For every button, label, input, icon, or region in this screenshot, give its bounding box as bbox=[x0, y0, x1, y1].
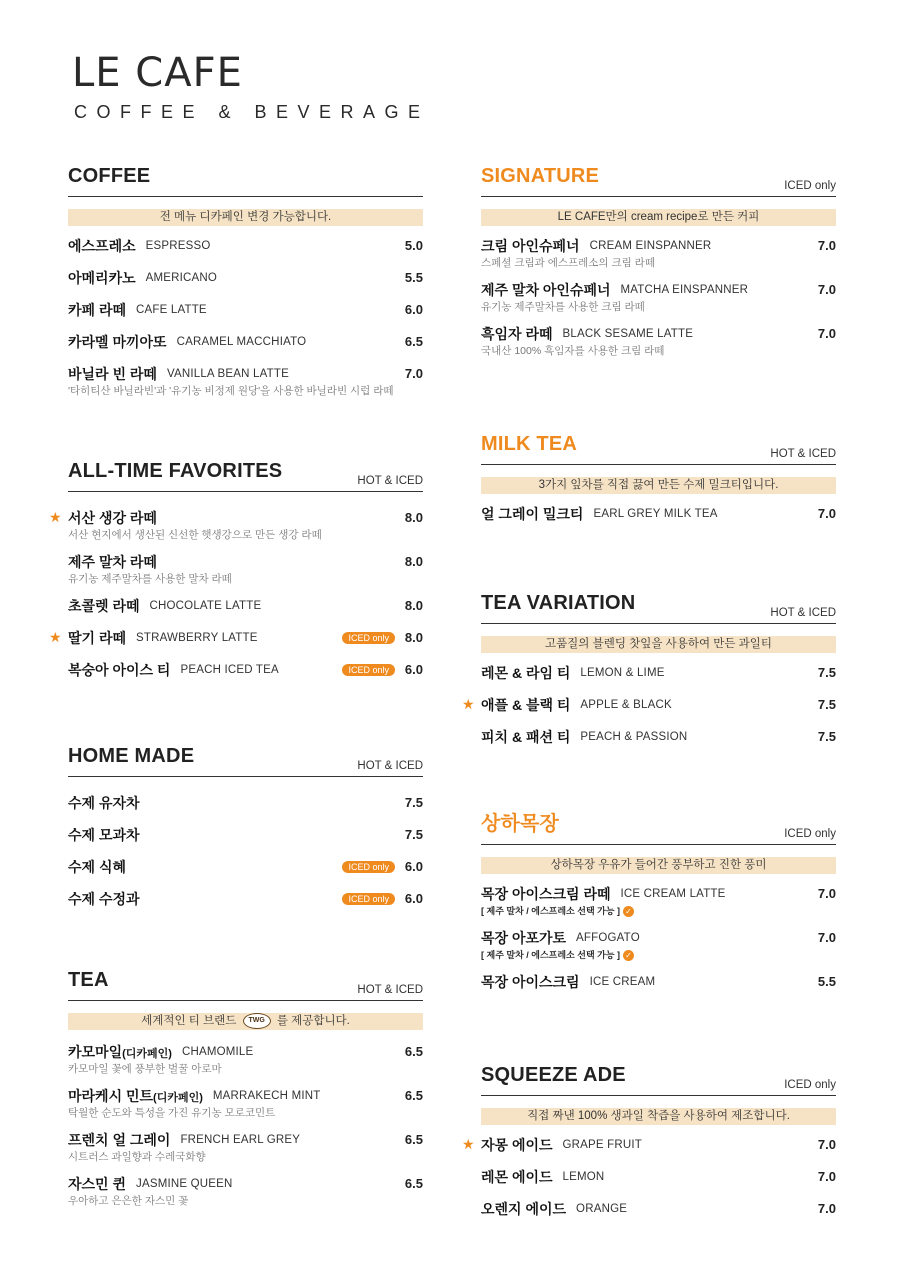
item-name-ko: 카모마일(디카페인) bbox=[68, 1044, 172, 1060]
item-price: 5.0 bbox=[404, 238, 423, 253]
menu-item bbox=[481, 1199, 836, 1221]
item-price: 7.0 bbox=[817, 886, 836, 901]
iced-only-badge: ICED only bbox=[342, 664, 395, 676]
section-signature bbox=[481, 160, 836, 368]
menu-item bbox=[68, 364, 423, 398]
section-banner: 고품질의 블렌딩 찻잎을 사용하여 만든 과일티 bbox=[481, 636, 836, 653]
item-name-en: APPLE & BLACK bbox=[580, 699, 672, 711]
item-name-en: PEACH ICED TEA bbox=[180, 664, 279, 676]
item-name-en: ICE CREAM LATTE bbox=[620, 888, 726, 900]
menu-item bbox=[481, 504, 836, 526]
item-name-ko: 크림 아인슈페너 bbox=[481, 238, 580, 254]
item-name-en: ESPRESSO bbox=[145, 240, 211, 252]
item-price: 7.5 bbox=[817, 697, 836, 712]
divider bbox=[481, 1095, 836, 1096]
menu-item bbox=[68, 236, 423, 258]
item-price: 5.5 bbox=[404, 270, 423, 285]
menu-item bbox=[481, 663, 836, 685]
item-price: 7.5 bbox=[817, 729, 836, 744]
divider bbox=[481, 196, 836, 197]
item-price: 7.5 bbox=[404, 827, 423, 842]
menu-item bbox=[68, 1042, 423, 1076]
item-name-note: (디카페인) bbox=[153, 1092, 203, 1104]
banner-text: 를 제공합니다. bbox=[276, 1015, 350, 1028]
item-option-note: [ 제주 말차 / 에스프레소 선택 가능 ] ✓ bbox=[481, 904, 836, 918]
item-price: 7.0 bbox=[817, 930, 836, 945]
item-name-ko: 수제 식혜 bbox=[68, 859, 126, 875]
item-name-ko: 바닐라 빈 라떼 bbox=[68, 366, 157, 382]
item-description: 시트러스 과일향과 수레국화향 bbox=[68, 1151, 206, 1163]
section-note: HOT & ICED bbox=[357, 984, 423, 996]
item-price: 6.0 bbox=[404, 891, 423, 906]
menu-item bbox=[49, 628, 423, 650]
item-price: 6.5 bbox=[404, 334, 423, 349]
menu-item bbox=[68, 552, 423, 586]
section-title: HOME MADE bbox=[68, 745, 195, 767]
section-banner: 3가지 잎차를 직접 끓여 만든 수제 밀크티입니다. bbox=[481, 477, 836, 494]
item-price: 6.0 bbox=[404, 662, 423, 677]
item-name-ko: 카라멜 마끼아또 bbox=[68, 334, 167, 350]
section-title: TEA VARIATION bbox=[481, 592, 636, 614]
section-note: ICED only bbox=[784, 828, 836, 840]
item-description: 우아하고 은은한 자스민 꽃 bbox=[68, 1195, 189, 1207]
item-name-ko: 복숭아 아이스 티 bbox=[68, 662, 171, 678]
item-price: 6.5 bbox=[404, 1044, 423, 1059]
iced-only-badge: ICED only bbox=[342, 632, 395, 644]
item-name-en: AMERICANO bbox=[145, 272, 218, 284]
item-name-en: MATCHA EINSPANNER bbox=[620, 284, 749, 296]
item-name-ko: 오렌지 에이드 bbox=[481, 1201, 567, 1217]
menu-item bbox=[68, 793, 423, 815]
item-name-ko: 목장 아포가토 bbox=[481, 930, 567, 946]
divider bbox=[481, 464, 836, 465]
item-name-ko: 딸기 라떼 bbox=[68, 630, 126, 646]
divider bbox=[481, 844, 836, 845]
menu-item bbox=[481, 884, 836, 918]
item-price: 7.5 bbox=[404, 795, 423, 810]
section-title: SQUEEZE ADE bbox=[481, 1064, 626, 1086]
menu-item bbox=[68, 660, 423, 682]
section-note: ICED only bbox=[784, 1079, 836, 1091]
section-title: ALL-TIME FAVORITES bbox=[68, 460, 283, 482]
item-description: 유기농 제주말차를 사용한 말차 라떼 bbox=[68, 573, 232, 585]
menu-item bbox=[481, 280, 836, 314]
section-milktea bbox=[481, 428, 836, 536]
menu-item bbox=[68, 1174, 423, 1208]
star-icon: ★ bbox=[49, 629, 62, 645]
menu-item bbox=[481, 972, 836, 994]
section-title: MILK TEA bbox=[481, 433, 578, 455]
item-name-en: CHAMOMILE bbox=[181, 1046, 254, 1058]
item-description: 스페셜 크림과 에스프레소의 크림 라떼 bbox=[481, 257, 655, 269]
menu-item bbox=[68, 825, 423, 847]
iced-only-badge: ICED only bbox=[342, 893, 395, 905]
star-icon: ★ bbox=[462, 1136, 475, 1152]
menu-item bbox=[462, 1135, 836, 1157]
section-homemade bbox=[68, 740, 423, 921]
item-price: 7.0 bbox=[817, 326, 836, 341]
item-name-ko: 수제 유자차 bbox=[68, 795, 140, 811]
banner-text: 세계적인 티 브랜드 bbox=[141, 1015, 237, 1028]
section-banner: 직접 짜낸 100% 생과일 착즙을 사용하여 제조합니다. bbox=[481, 1108, 836, 1125]
item-name-en: AFFOGATO bbox=[576, 932, 640, 944]
item-name-en: VANILLA BEAN LATTE bbox=[166, 368, 289, 380]
item-description: 국내산 100% 흑임자를 사용한 크림 라떼 bbox=[481, 345, 665, 357]
section-note: HOT & ICED bbox=[770, 607, 836, 619]
menu-item bbox=[68, 268, 423, 290]
section-title: SIGNATURE bbox=[481, 165, 600, 187]
item-name-ko: 자스민 퀸 bbox=[68, 1176, 126, 1192]
item-name-ko: 마라케시 민트(디카페인) bbox=[68, 1088, 203, 1104]
item-name-en: BLACK SESAME LATTE bbox=[562, 328, 694, 340]
item-name-en: STRAWBERRY LATTE bbox=[136, 632, 258, 644]
section-title: TEA bbox=[68, 969, 109, 991]
menu-item bbox=[481, 727, 836, 749]
item-name-ko: 얼 그레이 밀크티 bbox=[481, 506, 584, 522]
item-name-en: LEMON bbox=[562, 1171, 605, 1183]
section-banner: 상하목장 우유가 들어간 풍부하고 진한 풍미 bbox=[481, 857, 836, 874]
menu-item bbox=[481, 324, 836, 358]
item-name-ko: 에스프레소 bbox=[68, 238, 136, 254]
item-description: 카모마일 꽃에 풍부한 벌꿀 아로마 bbox=[68, 1063, 222, 1075]
menu-item bbox=[481, 1167, 836, 1189]
star-icon: ★ bbox=[49, 509, 62, 525]
item-price: 7.0 bbox=[817, 506, 836, 521]
item-price: 7.5 bbox=[817, 665, 836, 680]
menu-item bbox=[68, 332, 423, 354]
section-banner bbox=[68, 1013, 423, 1030]
divider bbox=[481, 623, 836, 624]
item-price: 6.0 bbox=[404, 859, 423, 874]
item-name-en: JASMINE QUEEN bbox=[136, 1178, 233, 1190]
item-name-en: ORANGE bbox=[576, 1203, 628, 1215]
item-name-ko: 제주 말차 라떼 bbox=[68, 554, 157, 570]
item-description: 유기농 제주말차를 사용한 크림 라떼 bbox=[481, 301, 645, 313]
item-name-en: CAFE LATTE bbox=[136, 304, 207, 316]
item-price: 7.0 bbox=[817, 238, 836, 253]
menu-item bbox=[462, 695, 836, 717]
divider bbox=[68, 1000, 423, 1001]
item-name-ko: 초콜렛 라떼 bbox=[68, 598, 140, 614]
item-price: 6.5 bbox=[404, 1088, 423, 1103]
item-price: 6.5 bbox=[404, 1132, 423, 1147]
menu-item bbox=[68, 300, 423, 322]
item-price: 8.0 bbox=[404, 510, 423, 525]
brand-title: LE CAFE bbox=[72, 50, 243, 96]
section-note: HOT & ICED bbox=[357, 760, 423, 772]
item-name-en: CREAM EINSPANNER bbox=[589, 240, 712, 252]
section-note: HOT & ICED bbox=[357, 475, 423, 487]
section-banner: 전 메뉴 디카페인 변경 가능합니다. bbox=[68, 209, 423, 226]
item-name-ko: 레몬 에이드 bbox=[481, 1169, 553, 1185]
item-name-ko: 애플 & 블랙 티 bbox=[481, 697, 571, 713]
item-price: 6.5 bbox=[404, 1176, 423, 1191]
item-name-ko: 카페 라떼 bbox=[68, 302, 126, 318]
section-tea bbox=[68, 964, 423, 1218]
item-name-en: GRAPE FRUIT bbox=[562, 1139, 643, 1151]
item-price: 8.0 bbox=[404, 630, 423, 645]
item-name-ko: 자몽 에이드 bbox=[481, 1137, 553, 1153]
item-name-en: LEMON & LIME bbox=[580, 667, 665, 679]
divider bbox=[68, 776, 423, 777]
item-name-en: MARRAKECH MINT bbox=[212, 1090, 321, 1102]
section-coffee bbox=[68, 160, 423, 408]
item-name-en: CHOCOLATE LATTE bbox=[149, 600, 262, 612]
item-price: 8.0 bbox=[404, 598, 423, 613]
check-icon: ✓ bbox=[623, 950, 634, 961]
menu-item bbox=[481, 236, 836, 270]
twg-logo: TWG bbox=[243, 1013, 271, 1029]
section-squeeze bbox=[462, 1059, 836, 1231]
item-name-en: EARL GREY MILK TEA bbox=[593, 508, 718, 520]
item-name-en: ICE CREAM bbox=[589, 976, 656, 988]
item-description: 서산 현지에서 생산된 신선한 햇생강으로 만든 생강 라떼 bbox=[68, 529, 322, 541]
item-price: 7.0 bbox=[817, 1137, 836, 1152]
item-option-note: [ 제주 말차 / 에스프레소 선택 가능 ] ✓ bbox=[481, 948, 836, 962]
item-name-ko: 목장 아이스크림 bbox=[481, 974, 580, 990]
item-price: 6.0 bbox=[404, 302, 423, 317]
item-name-en: CARAMEL MACCHIATO bbox=[176, 336, 307, 348]
item-price: 7.0 bbox=[404, 366, 423, 381]
menu-item bbox=[49, 508, 423, 542]
iced-only-badge: ICED only bbox=[342, 861, 395, 873]
menu-item bbox=[68, 1130, 423, 1164]
item-name-ko: 목장 아이스크림 라떼 bbox=[481, 886, 611, 902]
section-title: 상하목장 bbox=[481, 813, 560, 835]
section-banner: LE CAFE만의 cream recipe로 만든 커피 bbox=[481, 209, 836, 226]
item-description: '타히티산 바닐라빈'과 '유기농 비정제 원당'을 사용한 바닐라빈 시럽 라떼 bbox=[68, 385, 394, 397]
section-teavariation bbox=[462, 587, 836, 759]
divider bbox=[68, 491, 423, 492]
section-note: ICED only bbox=[784, 180, 836, 192]
menu-item bbox=[68, 1086, 423, 1120]
item-name-note: (디카페인) bbox=[122, 1048, 172, 1060]
menu-item bbox=[481, 928, 836, 962]
item-price: 5.5 bbox=[817, 974, 836, 989]
star-icon: ★ bbox=[462, 696, 475, 712]
item-name-ko: 피치 & 패션 티 bbox=[481, 729, 571, 745]
item-price: 7.0 bbox=[817, 1201, 836, 1216]
item-price: 7.0 bbox=[817, 282, 836, 297]
divider bbox=[68, 196, 423, 197]
menu-item bbox=[68, 857, 423, 879]
menu-item bbox=[68, 889, 423, 911]
item-name-ko: 수제 모과차 bbox=[68, 827, 140, 843]
item-name-ko: 아메리카노 bbox=[68, 270, 136, 286]
section-sangha bbox=[481, 808, 836, 1004]
item-name-en: FRENCH EARL GREY bbox=[180, 1134, 301, 1146]
brand-subtitle: COFFEE & BEVERAGE bbox=[74, 102, 430, 122]
item-name-ko: 제주 말차 아인슈페너 bbox=[481, 282, 611, 298]
item-name-ko: 레몬 & 라임 티 bbox=[481, 665, 571, 681]
section-note: HOT & ICED bbox=[770, 448, 836, 460]
item-price: 8.0 bbox=[404, 554, 423, 569]
check-icon: ✓ bbox=[623, 906, 634, 917]
section-title: COFFEE bbox=[68, 165, 151, 187]
item-price: 7.0 bbox=[817, 1169, 836, 1184]
item-name-ko: 프렌치 얼 그레이 bbox=[68, 1132, 171, 1148]
item-name-ko: 흑임자 라떼 bbox=[481, 326, 553, 342]
item-name-en: PEACH & PASSION bbox=[580, 731, 688, 743]
menu-item bbox=[68, 596, 423, 618]
item-name-ko: 서산 생강 라떼 bbox=[68, 510, 157, 526]
section-favorites bbox=[49, 455, 423, 692]
item-description: 탁월한 순도와 특성을 가진 유기농 모로코민트 bbox=[68, 1107, 276, 1119]
item-name-ko: 수제 수정과 bbox=[68, 891, 140, 907]
